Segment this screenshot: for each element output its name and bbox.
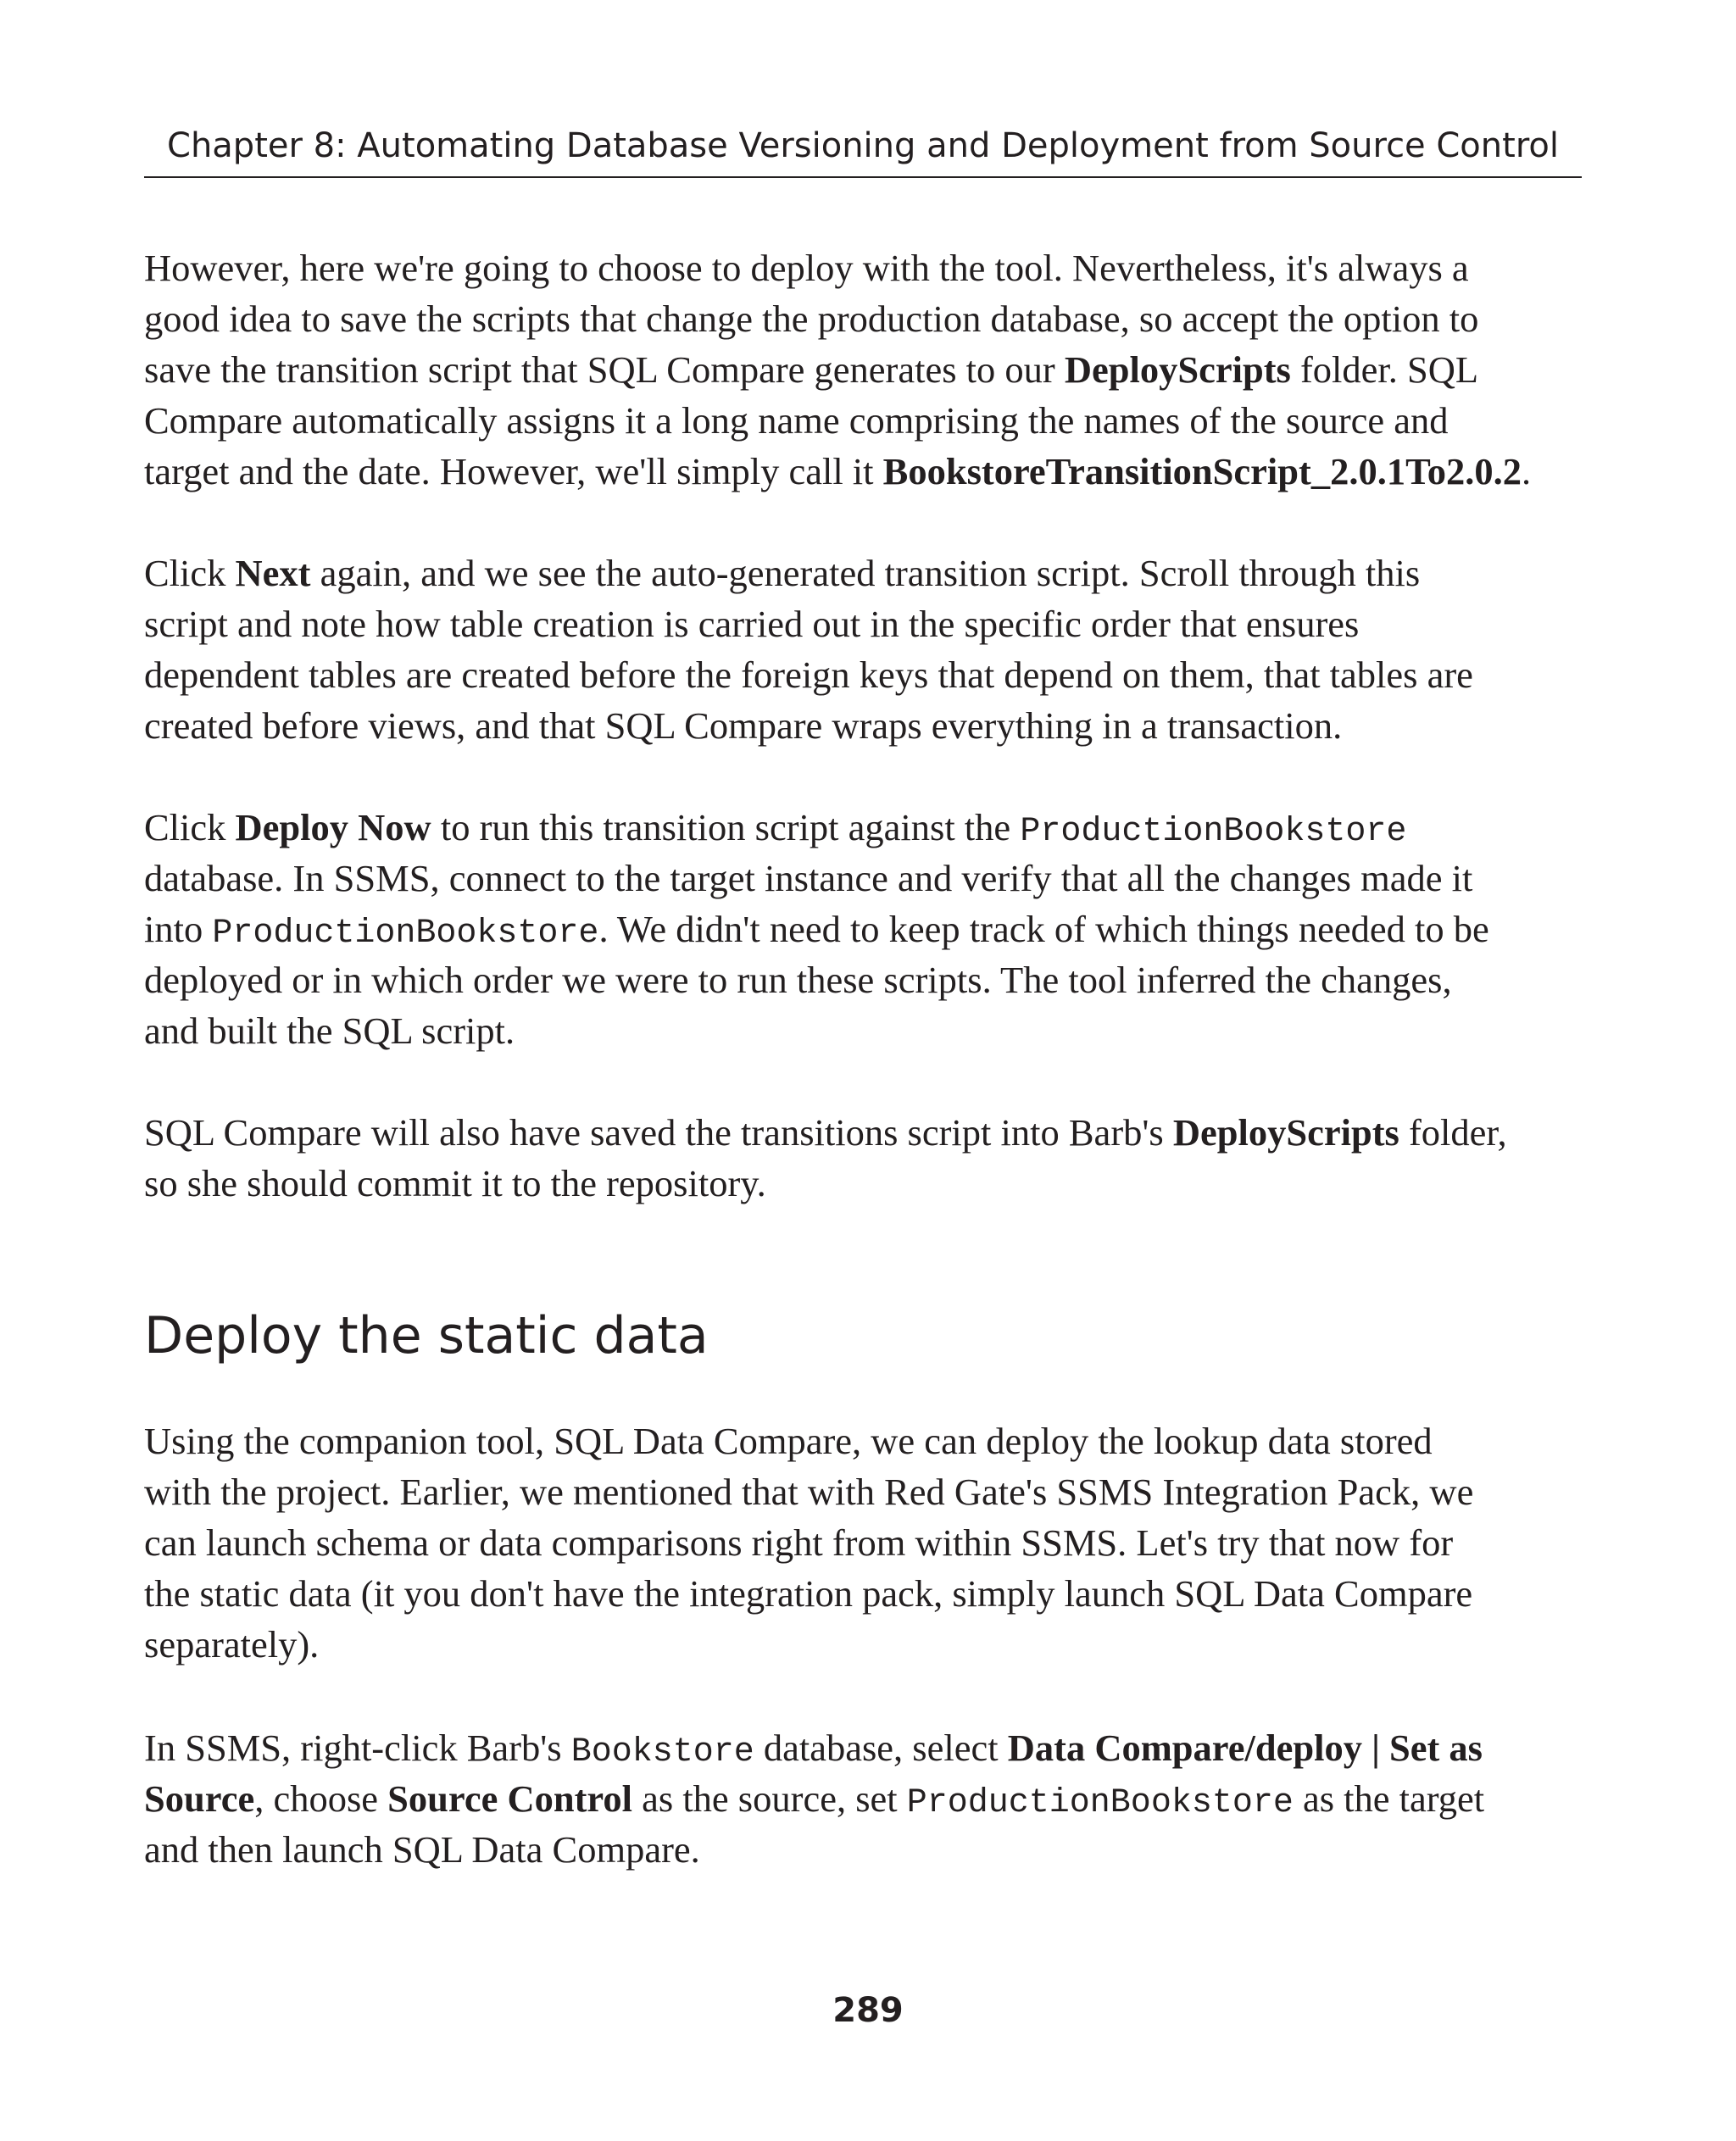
paragraph-1 bbox=[144, 242, 1594, 497]
paragraph-line: Click Next again, and we see the auto-generated transition script. Scroll through this bbox=[144, 552, 1421, 594]
paragraph-line: created before views, and that SQL Compare wraps everything in a transaction. bbox=[144, 704, 1343, 747]
paragraph-line: However, here we're going to choose to deploy with the tool. Nevertheless, it's always a bbox=[144, 247, 1469, 289]
paragraph-line: database. In SSMS, connect to the target instance and verify that all the changes made it bbox=[144, 857, 1473, 899]
paragraph-line: target and the date. However, we'll simply call it BookstoreTransitionScript_2.0.1To2.0.2. bbox=[144, 450, 1532, 492]
paragraph-line: into ProductionBookstore. We didn't need to keep track of which things needed to be bbox=[144, 908, 1489, 953]
paragraph-line: and then launch SQL Data Compare. bbox=[144, 1828, 700, 1871]
section-heading: Deploy the static data bbox=[144, 1306, 709, 1365]
paragraph-line: Using the companion tool, SQL Data Compare, we can deploy the lookup data stored bbox=[144, 1420, 1433, 1462]
paragraph-line: deployed or in which order we were to run these scripts. The tool inferred the changes, bbox=[144, 959, 1452, 1001]
section-paragraph-1 bbox=[144, 1415, 1594, 1670]
bold-term: Source bbox=[144, 1777, 255, 1820]
bold-term: Deploy Now bbox=[235, 806, 431, 848]
paragraph-line: Compare automatically assigns it a long name comprising the names of the source and bbox=[144, 399, 1449, 442]
paragraph-line: the static data (it you don't have the integration pack, simply launch SQL Data Compare bbox=[144, 1572, 1473, 1615]
page-number: 289 bbox=[832, 1991, 904, 2030]
paragraph-2 bbox=[144, 548, 1594, 751]
paragraph-line: script and note how table creation is carried out in the specific order that ensures bbox=[144, 603, 1360, 645]
code-term: ProductionBookstore bbox=[212, 915, 599, 953]
code-term: ProductionBookstore bbox=[1020, 813, 1407, 851]
paragraph-line: and built the SQL script. bbox=[144, 1009, 515, 1052]
paragraph-line: Click Deploy Now to run this transition script against the ProductionBookstore bbox=[144, 806, 1407, 851]
paragraph-3 bbox=[144, 802, 1594, 1056]
paragraph-line: can launch schema or data comparisons right from within SSMS. Let's try that now for bbox=[144, 1521, 1454, 1564]
bold-term: BookstoreTransitionScript_2.0.1To2.0.2 bbox=[882, 450, 1522, 492]
paragraph-4 bbox=[144, 1107, 1594, 1209]
bold-term: DeployScripts bbox=[1064, 348, 1291, 391]
code-term: Bookstore bbox=[570, 1733, 754, 1771]
running-head: Chapter 8: Automating Database Versioning and Deployment from Source Control bbox=[167, 126, 1559, 165]
paragraph-line: with the project. Earlier, we mentioned that with Red Gate's SSMS Integration Pack, we bbox=[144, 1471, 1474, 1513]
header-rule bbox=[144, 176, 1582, 178]
paragraph-line: so she should commit it to the repository. bbox=[144, 1162, 766, 1204]
paragraph-line: In SSMS, right-click Barb's Bookstore database, select Data Compare/deploy | Set as bbox=[144, 1727, 1483, 1771]
bold-term: Data Compare/deploy | Set as bbox=[1007, 1727, 1483, 1769]
paragraph-line: separately). bbox=[144, 1623, 320, 1666]
paragraph-line: dependent tables are created before the foreign keys that depend on them, that tables are bbox=[144, 653, 1473, 696]
paragraph-line: SQL Compare will also have saved the transitions script into Barb's DeployScripts folder, bbox=[144, 1111, 1507, 1154]
bold-term: Source Control bbox=[387, 1777, 632, 1820]
bold-term: Next bbox=[235, 552, 311, 594]
section-paragraph-2 bbox=[144, 1722, 1594, 1875]
paragraph-line: good idea to save the scripts that change the production database, so accept the option to bbox=[144, 298, 1479, 340]
paragraph-line: Source, choose Source Control as the source, set ProductionBookstore as the target bbox=[144, 1777, 1485, 1822]
paragraph-line: save the transition script that SQL Compare generates to our DeployScripts folder. SQL bbox=[144, 348, 1479, 391]
code-term: ProductionBookstore bbox=[906, 1784, 1294, 1822]
bold-term: DeployScripts bbox=[1172, 1111, 1399, 1154]
